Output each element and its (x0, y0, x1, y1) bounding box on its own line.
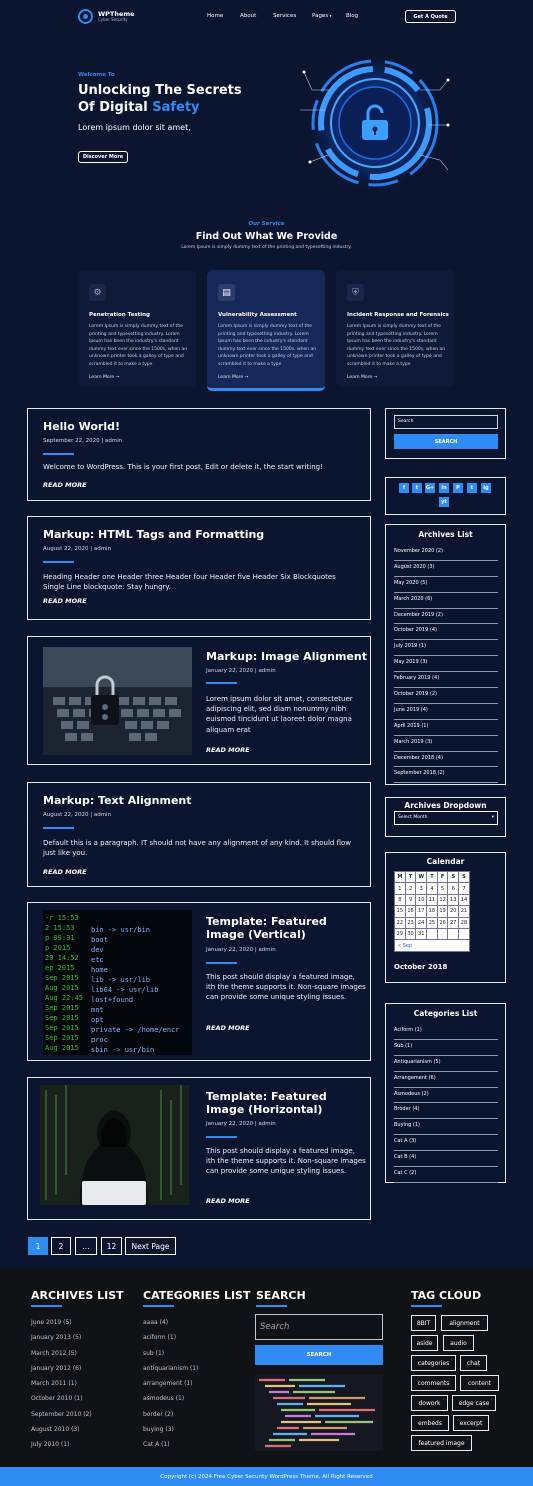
categories-widget (385, 1003, 506, 1183)
month-select[interactable] (394, 811, 498, 825)
post-card (27, 782, 371, 887)
archive-link[interactable]: September 2018 (2) (394, 767, 498, 783)
service-card-penetration[interactable] (78, 270, 196, 387)
page-1-button[interactable]: 1 (28, 1237, 48, 1255)
post-excerpt: Default this is a paragraph. IT should not have any alignment of any kind. It should flow just like you. (43, 839, 351, 858)
logo-icon (78, 9, 93, 24)
footer-category-link[interactable]: Cat A (1) (143, 1441, 170, 1449)
nav-about[interactable]: About (240, 13, 257, 19)
calendar-month: October 2018 (394, 963, 448, 971)
calendar-day: 27 (448, 917, 459, 928)
calendar-day (437, 928, 448, 939)
footer-category-link[interactable]: arrangement (1) (143, 1380, 193, 1388)
svg-text:private -> /home/encr: private -> /home/encr (91, 1026, 180, 1034)
footer-archive-link[interactable]: March 2011 (1) (31, 1380, 77, 1388)
svg-text:Sep 2015: Sep 2015 (45, 1034, 79, 1042)
padlock-keyboard-icon (43, 647, 192, 755)
category-link[interactable]: Cat B (4) (394, 1151, 498, 1167)
search-input[interactable]: Search (394, 415, 498, 429)
footer-category-link[interactable]: buying (3) (143, 1426, 174, 1434)
svg-text:2 15:53: 2 15:53 (45, 924, 75, 932)
post-excerpt: Lorem ipsum dolor sit amet, consectetuer adipiscing elit, sed diam nonummy nibh euismod tincidunt ut laoreet dolor magna aliquam erat (206, 695, 353, 734)
archive-link[interactable]: December 2019 (2) (394, 609, 498, 625)
footer-category-link[interactable]: aciform (1) (143, 1334, 177, 1342)
service-name: Incident Response and Forensics (347, 312, 449, 318)
category-link[interactable]: Broder (4) (394, 1103, 498, 1119)
category-link[interactable]: Asmodeus (2) (394, 1088, 498, 1104)
calendar-title: Calendar (426, 857, 465, 866)
calendar-day: 17 (416, 906, 427, 917)
document-shield-icon: ▤ (218, 284, 235, 301)
calendar-day: 25 (427, 917, 438, 928)
svg-text:bin -> usr/bin: bin -> usr/bin (91, 926, 151, 934)
calendar-day: 5 (437, 883, 448, 894)
archive-link[interactable]: February 2019 (4) (394, 672, 498, 688)
calendar-day: 9 (405, 894, 416, 905)
nav-pages[interactable] (312, 13, 331, 19)
post-meta: September 22, 2020 | admin (43, 438, 123, 444)
tag-link[interactable]: audio (443, 1335, 474, 1351)
svg-text:20 14:52: 20 14:52 (45, 954, 79, 962)
svg-text:Aug 22:45: Aug 22:45 (45, 994, 83, 1002)
tag-link[interactable]: edge case (452, 1395, 496, 1411)
tag-link[interactable]: excerpt (453, 1415, 489, 1431)
calendar-day (448, 928, 459, 939)
tag-link[interactable]: categories (411, 1355, 456, 1371)
footer-tags-title: TAG CLOUD (411, 1289, 482, 1302)
calendar-day-header: F (437, 872, 448, 883)
hero-title-line2: Of Digital (78, 100, 153, 115)
post-image-laptop-lock[interactable] (43, 647, 192, 755)
post-divider (206, 962, 237, 964)
discover-more-button[interactable]: Discover More (78, 151, 128, 163)
post-divider (43, 453, 74, 455)
post-divider (206, 682, 237, 684)
svg-text:-r 15:53: -r 15:53 (45, 914, 79, 922)
calendar-day: 23 (405, 917, 416, 928)
archives-title: Archives List (418, 530, 473, 539)
footer-archive-link[interactable]: January 2013 (5) (31, 1334, 82, 1342)
calendar-day: 6 (448, 883, 459, 894)
post-divider (43, 561, 74, 563)
sidebar-search-widget (385, 408, 506, 459)
calendar-day: 3 (416, 883, 427, 894)
archive-link[interactable]: July 2019 (1) (394, 640, 498, 656)
footer-archive-link[interactable]: September 2010 (2) (31, 1410, 92, 1418)
calendar-day: 19 (437, 906, 448, 917)
read-more-link[interactable]: READ MORE (43, 597, 87, 605)
svg-text:mnt: mnt (91, 1006, 104, 1014)
calendar-widget (385, 852, 506, 983)
dropdown-title: Archives Dropdown (404, 801, 487, 810)
calendar-day: 28 (459, 917, 470, 928)
read-more-link[interactable]: READ MORE (206, 1197, 250, 1205)
calendar-day (459, 928, 470, 939)
svg-text:p 09:31: p 09:31 (45, 934, 75, 942)
archive-link[interactable]: June 2019 (4) (394, 704, 498, 720)
arrow-right-icon: → (244, 375, 249, 380)
tag-link[interactable]: content (460, 1375, 499, 1391)
calendar-day: 22 (395, 917, 406, 928)
page-ellipsis: ... (75, 1237, 97, 1255)
calendar-day: 12 (437, 894, 448, 905)
svg-text:lost+found: lost+found (91, 996, 134, 1004)
calendar-day: 18 (427, 906, 438, 917)
footer-category-link[interactable]: sub (1) (143, 1349, 165, 1357)
site-logo[interactable] (78, 9, 135, 24)
svg-text:Sep 2015: Sep 2015 (45, 1014, 79, 1022)
archives-dropdown-widget (385, 797, 506, 837)
chevron-down-icon: ▾ (491, 815, 494, 820)
service-name: Penetration Testing (89, 312, 150, 318)
post-title[interactable]: Markup: Image Alignment (206, 650, 367, 663)
svg-text:dev: dev (91, 946, 104, 954)
footer-categories-list (143, 1319, 198, 1457)
tag-link[interactable]: chat (460, 1355, 487, 1371)
service-text: Lorem Ipsum is simply dummy text of the printing and typesetting industry. Lorem Ipsum has been the industry's standard dummy text ever since the 1500s, when an unknown printer took a galley of type and scrambled it to make a type (218, 324, 317, 367)
linkedin-icon[interactable]: in (439, 483, 449, 493)
archive-link[interactable]: August 2020 (3) (394, 561, 498, 577)
hooded-hacker-icon (40, 1085, 189, 1205)
archive-link[interactable]: November 2020 (2) (394, 545, 498, 561)
footer-archive-link[interactable]: June 2019 (5) (31, 1319, 72, 1326)
get-quote-button[interactable]: Get A Quote (405, 10, 456, 23)
post-meta: August 22, 2020 | admin (43, 546, 112, 552)
post-title[interactable]: Template: Featured Image (Horizontal) (206, 1090, 327, 1116)
footer-category-link[interactable]: asmodeus (1) (143, 1395, 185, 1403)
category-link[interactable]: Cat A (3) (394, 1135, 498, 1151)
svg-text:etc: etc (91, 956, 104, 964)
archive-link[interactable]: October 2019 (2) (394, 688, 498, 704)
footer-archive-link[interactable]: January 2012 (6) (31, 1364, 82, 1372)
footer-code-image (255, 1374, 383, 1451)
tag-link[interactable]: featured image (411, 1435, 472, 1451)
post-excerpt: Heading Header one Header three Header four Header five Header Six Blockquotes Single Line blockquote: Stay hungry. (43, 573, 336, 592)
footer-category-link[interactable]: border (2) (143, 1410, 174, 1418)
facebook-icon[interactable]: f (399, 483, 409, 493)
tag-link[interactable]: dowork (411, 1395, 448, 1411)
calendar-day: 4 (427, 883, 438, 894)
svg-text:lib -> usr/lib: lib -> usr/lib (91, 976, 151, 984)
categories-list (394, 1024, 498, 1183)
footer-divider (31, 1305, 62, 1307)
post-card (27, 408, 371, 501)
learn-more-link[interactable] (89, 375, 119, 380)
hero-title-accent: Safety (152, 100, 200, 115)
calendar-day: 8 (395, 894, 406, 905)
categories-title: Categories List (413, 1009, 478, 1018)
calendar-day: 20 (448, 906, 459, 917)
arrow-right-icon: → (115, 375, 120, 380)
nav-blog[interactable]: Blog (346, 13, 359, 19)
learn-more-label: Learn More (218, 375, 244, 380)
tag-link[interactable]: 8BIT (411, 1315, 436, 1331)
instagram-icon[interactable]: ig (481, 483, 491, 493)
post-title[interactable]: Hello World! (43, 420, 120, 433)
archive-link[interactable]: March 2019 (3) (394, 736, 498, 752)
svg-text:proc: proc (91, 1036, 108, 1044)
page-2-button[interactable]: 2 (51, 1237, 71, 1255)
calendar-day-header: T (405, 872, 416, 883)
arrow-right-icon: → (373, 375, 378, 380)
calendar-day-header: W (416, 872, 427, 883)
archive-link[interactable]: May 2019 (3) (394, 656, 498, 672)
calendar-prev-link[interactable]: « Sep (395, 940, 470, 951)
footer-archive-link[interactable]: August 2010 (3) (31, 1426, 80, 1434)
learn-more-link[interactable] (218, 375, 248, 380)
post-meta: August 22, 2020 | admin (43, 812, 112, 818)
calendar-day-header: T (427, 872, 438, 883)
category-link[interactable]: Buying (1) (394, 1119, 498, 1135)
calendar-day: 11 (427, 894, 438, 905)
calendar-day: 1 (395, 883, 406, 894)
post-meta: January 22, 2020 | admin (206, 668, 276, 674)
archive-link[interactable]: December 2018 (4) (394, 752, 498, 768)
post-image-terminal[interactable] (43, 910, 192, 1055)
calendar-day: 31 (416, 928, 427, 939)
calendar-day: 10 (416, 894, 427, 905)
calendar-day: 24 (416, 917, 427, 928)
tumblr-icon[interactable]: t (467, 483, 477, 493)
service-text: Lorem Ipsum is simply dummy text of the printing and typesetting industry. Lorem Ipsum has been the industry's standard dummy text ever since the 1500s, when an unknown printer took a galley of type and scrambled it to make a type (89, 324, 188, 367)
archives-list (394, 545, 498, 783)
svg-text:Sep 2015: Sep 2015 (45, 1024, 79, 1032)
read-more-link[interactable]: READ MORE (206, 746, 250, 754)
calendar-day: 14 (459, 894, 470, 905)
svg-text:Aug 2015: Aug 2015 (45, 1044, 79, 1052)
social-widget (385, 477, 506, 515)
logo-title: WPTheme (98, 9, 135, 18)
footer-archive-link[interactable]: July 2010 (1) (31, 1441, 70, 1449)
svg-text:Sep 2015: Sep 2015 (45, 1004, 79, 1012)
calendar-day: 7 (459, 883, 470, 894)
read-more-link[interactable]: READ MORE (206, 1024, 250, 1032)
learn-more-label: Learn More (347, 375, 373, 380)
pinterest-icon[interactable]: P (453, 483, 463, 493)
nav-services[interactable]: Services (273, 13, 297, 19)
hero-subtitle: Lorem ipsum dolor sit amet, (78, 123, 191, 132)
post-title[interactable]: Markup: Text Alignment (43, 794, 192, 807)
footer-search-button[interactable]: SEARCH (255, 1345, 383, 1365)
post-meta: January 22, 2020 | admin (206, 1121, 276, 1127)
hero-title-line1: Unlocking The Secrets (78, 83, 242, 98)
category-link[interactable]: Cat C (2) (394, 1167, 498, 1183)
service-text: Lorem Ipsum is simply dummy text of the printing and typesetting industry. Lorem Ipsum has been the industry's standard dummy text ever since the 1500s, when an unknown printer took a galley of type and scrambled it to make a type (347, 324, 446, 367)
tag-link[interactable]: alignment (441, 1315, 488, 1331)
svg-text:p 2015: p 2015 (45, 944, 71, 952)
post-title[interactable]: Template: Featured Image (Vertical) (206, 915, 327, 941)
chevron-down-icon: ▾ (328, 13, 332, 18)
tag-link[interactable]: comments (411, 1375, 456, 1391)
post-divider (43, 827, 74, 829)
shield-icon: ⛨ (347, 284, 364, 301)
archive-link[interactable]: April 2019 (1) (394, 720, 498, 736)
services-description: Lorem Ipsum is simply dummy text of the printing and typesetting industry. (181, 245, 352, 250)
nav-pages-label: Pages (312, 13, 329, 19)
copyright-bar: Copyright (c) 2024 Free Cyber Security WordPress Theme. All Right Reserved (0, 1467, 533, 1486)
post-title[interactable]: Markup: HTML Tags and Formatting (43, 528, 265, 541)
footer-divider (143, 1305, 174, 1307)
learn-more-link[interactable] (347, 375, 377, 380)
svg-text:lib64 -> usr/lib: lib64 -> usr/lib (91, 986, 159, 994)
archive-link[interactable]: March 2020 (6) (394, 593, 498, 609)
svg-text:sbin -> usr/bin: sbin -> usr/bin (91, 1046, 155, 1054)
footer-search-title: SEARCH (256, 1289, 306, 1302)
footer-category-link[interactable]: antiquarianism (1) (143, 1364, 199, 1372)
svg-text:boot: boot (91, 936, 108, 944)
post-excerpt: Welcome to WordPress. This is your first post, Edit or delete it, the start writing! (43, 463, 323, 471)
calendar-day: 15 (395, 906, 406, 917)
search-button[interactable]: SEARCH (394, 434, 498, 449)
youtube-icon[interactable]: yt (439, 497, 449, 507)
next-page-button[interactable]: Next Page (125, 1237, 176, 1255)
service-card-vulnerability[interactable] (207, 270, 325, 391)
post-image-hacker[interactable] (40, 1085, 189, 1205)
archive-link[interactable]: May 2020 (5) (394, 577, 498, 593)
hero-title (78, 82, 248, 116)
nav-home[interactable]: Home (207, 13, 224, 19)
footer-divider (411, 1305, 442, 1307)
calendar-table (394, 871, 470, 952)
post-divider (206, 1136, 237, 1138)
footer-search-input[interactable]: Search (255, 1314, 383, 1340)
svg-text:Aug 2015: Aug 2015 (45, 984, 79, 992)
services-kicker: Our Service (248, 221, 285, 227)
post-excerpt: This post should display a featured image, ith the theme supports it. Non-square images can provide some unique styling issues. (206, 1147, 366, 1176)
category-link[interactable]: Aciform (1) (394, 1024, 498, 1040)
calendar-day: 26 (437, 917, 448, 928)
category-link[interactable]: Arrangement (6) (394, 1072, 498, 1088)
calendar-day: 21 (459, 906, 470, 917)
twitter-icon[interactable]: t (412, 483, 422, 493)
footer-archive-link[interactable]: October 2010 (1) (31, 1395, 83, 1403)
post-excerpt: This post should display a featured image, ith the theme supports it. Non-square images can provide some unique styling issues. (206, 973, 366, 1002)
google-plus-icon[interactable]: G+ (425, 485, 435, 491)
footer-divider (256, 1305, 287, 1307)
robot-icon: ⚙ (89, 284, 106, 301)
lock-ring-icon (300, 50, 450, 200)
post-card (27, 902, 371, 1061)
digital-lock-illustration (300, 50, 450, 200)
post-card (27, 636, 371, 765)
calendar-day: 13 (448, 894, 459, 905)
footer-category-link[interactable]: aaaa (4) (143, 1319, 169, 1326)
category-link[interactable]: Antiquarianism (5) (394, 1056, 498, 1072)
svg-text:opt: opt (91, 1016, 104, 1024)
calendar-day: 2 (405, 883, 416, 894)
calendar-day: 29 (395, 928, 406, 939)
archive-link[interactable]: October 2019 (4) (394, 624, 498, 640)
service-name: Vulnerability Assessment (218, 312, 297, 318)
calendar-day-header: S (459, 872, 470, 883)
read-more-link[interactable]: READ MORE (43, 868, 87, 876)
category-link[interactable]: Sub (1) (394, 1040, 498, 1056)
footer-archives-list (31, 1319, 92, 1457)
post-card (27, 1077, 371, 1220)
month-select-value: Select Month (398, 815, 428, 820)
calendar-day: 30 (405, 928, 416, 939)
logo-subtitle: Cyber Security (98, 17, 128, 23)
tag-link[interactable]: embeds (411, 1415, 449, 1431)
calendar-day (427, 928, 438, 939)
service-card-incident[interactable] (336, 270, 454, 387)
post-card (27, 516, 371, 620)
calendar-day-header: S (448, 872, 459, 883)
footer-archives-title: ARCHIVES LIST (31, 1289, 124, 1302)
terminal-code-icon (43, 910, 192, 1055)
code-editor-icon (255, 1374, 383, 1451)
read-more-link[interactable]: READ MORE (43, 481, 87, 489)
archives-widget (385, 524, 506, 785)
calendar-day: 16 (405, 906, 416, 917)
learn-more-label: Learn More (89, 375, 115, 380)
svg-text:ep 2015: ep 2015 (45, 964, 75, 972)
page-12-button[interactable]: 12 (101, 1237, 122, 1255)
post-meta: January 22, 2020 | admin (206, 947, 276, 953)
svg-text:home: home (91, 966, 108, 974)
hero-kicker: Welcome To (78, 72, 115, 78)
tag-link[interactable]: aside (411, 1335, 438, 1351)
footer-categories-title: CATEGORIES LIST (143, 1289, 251, 1302)
footer-archive-link[interactable]: March 2012 (5) (31, 1349, 77, 1357)
calendar-day-header: M (395, 872, 406, 883)
services-title: Find Out What We Provide (195, 231, 338, 242)
svg-text:Sep 2015: Sep 2015 (45, 974, 79, 982)
